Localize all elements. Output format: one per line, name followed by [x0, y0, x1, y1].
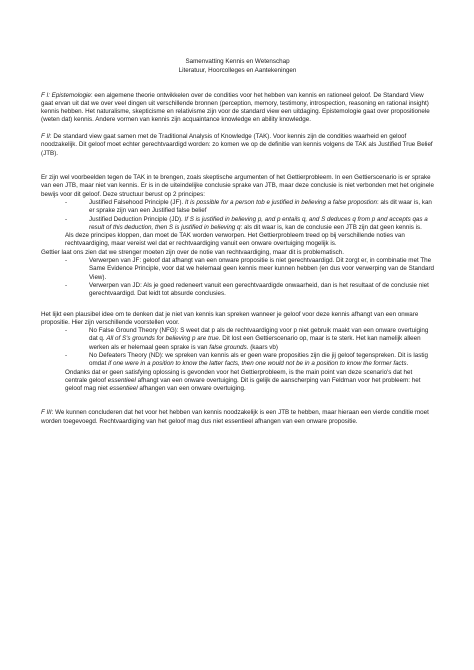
f-iii-label: F III — [41, 409, 52, 417]
list-item-reject-jf: - Verwerpen van JF: geloof dat afhangt van een onware propositie is niet gerechtvaardigd. Dit zorgt er, in combinatie met The Same Evidence Principle, voor dat we helemaal geen kennis meer kunnen hebben (en dus voor verwerping van de Standard View). — [65, 257, 434, 282]
paragraph-f-iii — [41, 409, 434, 426]
title-line-1: Samenvatting Kennis en Wetenschap — [185, 58, 290, 65]
paragraph-theories-conclusion: Ondanks dat er geen satisfying oplossing is gevonden voor het Gettierprobleem, is the main point van deze scenario's dat het centrale geloof essentieel afhangt van een onware overtuiging. Dit is gelijk de aanscherping van Feldman voor het probleem: het geloof mag niet essentieel afhangen van een onware overtuiging. — [65, 368, 421, 393]
paragraph-principles-consequence: Als deze principes kloppen, dan moet de TAK worden verworpen. Het Gettierprobleem treed op bij verschillende noties van rechtvaardiging, maar vereist wel dat er rechtvaardiging vanuit een onware overtuiging mogelijk is. — [65, 232, 405, 248]
list-item-reject-jd: - Verwerpen van JD: Als je goed redeneert vanuit een gerechtvaardigde onwaarheid, dan is het resultaat of de conclusie niet gerechtvaardigd. Dat leidt tot absurde conclusies. — [65, 282, 434, 299]
f-i-label: F I: Epistemologie — [41, 91, 91, 99]
theories-list — [41, 327, 434, 368]
document-title — [41, 57, 434, 76]
f-ii-label: F II — [41, 133, 50, 141]
f-ii-text: : De standard view gaat samen met de Traditional Analysis of Knowledge (TAK). Voor kennis zijn de condities waarheid en geloof noodzakelijk. Dit geloof moet echter gerechtvaardigd worden: zo komen we op de definitie van kennis volgens de TAK als Justified True Belief (JTB). — [41, 133, 433, 157]
rejections-list — [41, 257, 434, 298]
paragraph-f-ii — [41, 133, 434, 158]
paragraph-gettier-intro: Er zijn wel voorbeelden tegen de TAK in te brengen, zoals skeptische argumenten of het Gettierprobleem. In een Gettierscenario is er sprake van een JTB, maar niet van kennis. Er is in de uiteindelijke conclusie sprake van JTB, maar deze conclusie is niet verbonden met het originele bewijs voor dit geloof. Deze structuur berust op 2 principes: — [41, 174, 434, 198]
f-iii-text: : We kunnen concluderen dat het voor het hebben van kennis noodzakelijk is een JTB te hebben, maar hieraan een vierde conditie moet worden toegevoegd. Rechtvaardiging van het geloof mag dus niet essentieel afhangen van een onware propositie. — [41, 409, 429, 425]
paragraph-f-i — [41, 92, 434, 125]
list-item-nfg: - No False Ground Theory (NFG): S weet dat p als de rechtvaardiging voor p niet gebruik maakt van een onware overtuiging dat q. All of S's grounds for believing p are true. Dit lost een Gettierscenario op, maar is te sterk. Het kan namelijk alleen werken als er helemaal geen sprake is van false grounds. (kaars vb) — [65, 327, 434, 352]
paragraph-gettier-strict: Gettier laat ons zien dat we strenger moeten zijn over de notie van rechtvaardiging, maar dit is problematisch. — [41, 248, 344, 256]
list-item-jd: - Justified Deduction Principle (JD). If S is justified in believing p, and p entails q, and S deduces q from p and accepts qas a result of this deduction, then S is justified in believing q: als dit waar is, kan de conclusie een JTB zijn dat geen kennis is. — [65, 216, 434, 233]
paragraph-theories-intro: Het lijkt een plausibel idee om te denken dat je niet van kennis kan spreken wanneer je geloof voor deze kennis afhangt van een onware propositie. Hier zijn verschillende voorstellen voor. — [41, 310, 419, 326]
list-item-nd: - No Defeaters Theory (ND): we spreken van kennis als er geen ware proposities zijn die jij geloof tegenspreken. Dit is lastig omdat if one were in a position to know the latter facts, then one would not be in a position to know the former facts. — [65, 352, 434, 369]
f-i-text: : een algemene theorie ontwikkelen over de condities voor het hebben van kennis en rationeel geloof. De Standard View gaat ervan uit dat we over veel dingen uit verschillende bronnen (perception, memory, testimony, introspection, reasoning en rational insight) kennis hebben. Het naturalisme, skepticisme en relativisme zijn voor de standard view een uitdaging. Epistemologie gaat over propositionele (weten dat) kennis. Andere vormen van kennis zijn acquaintance knowledge en ability knowledge. — [41, 91, 430, 124]
list-item-jf: - Justified Falsehood Principle (JF). It is possible for a person tob e justified in believing a false propostion: als dit waar is, kan er sprake zijn van een Justified false belief — [65, 199, 434, 216]
title-line-2: Literatuur, Hoorcolleges en Aantekeningen — [178, 67, 297, 75]
principles-list — [41, 199, 434, 232]
